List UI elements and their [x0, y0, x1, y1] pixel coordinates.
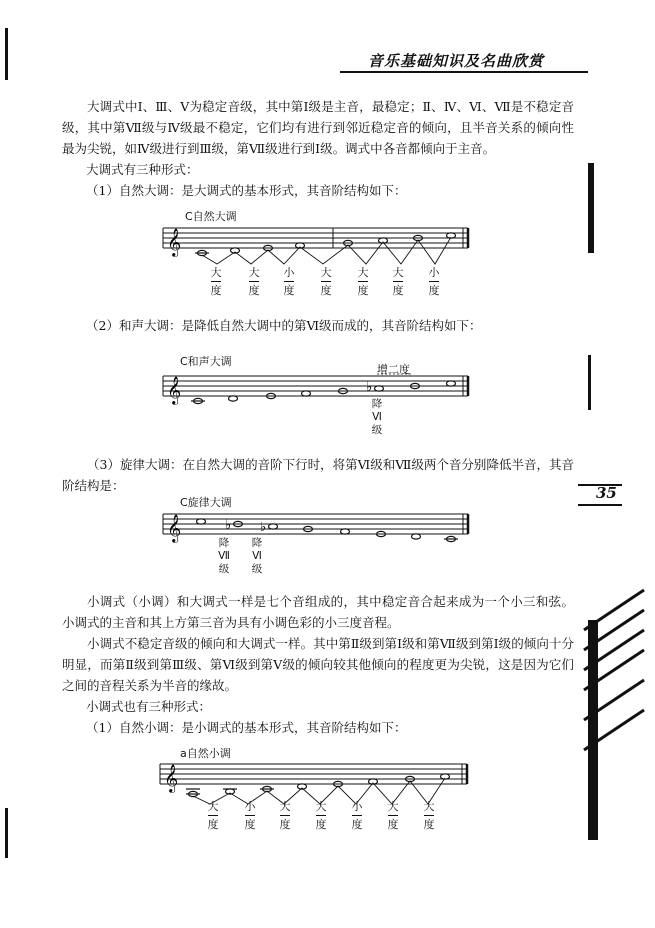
paragraph-major-stability: 大调式中Ⅰ、Ⅲ、Ⅴ为稳定音级，其中第Ⅰ级是主音，最稳定；Ⅱ、Ⅳ、Ⅵ、Ⅶ是不稳定音级，其中第Ⅶ级与Ⅳ级最不稳定，它们均有进行到邻近稳定音的倾向，且半音关系的倾向性最为尖锐，如Ⅳ级进行到Ⅲ级，第Ⅶ级进行到Ⅰ级。调式中各音都倾向于主音。 — [62, 99, 574, 156]
paragraph-minor-tendencies: 小调式不稳定音级的倾向和大调式一样。其中第Ⅱ级到第Ⅰ级和第Ⅶ级到第Ⅰ级的倾向十分明显，而第Ⅱ级到第Ⅲ级、第Ⅵ级到第Ⅴ级的倾向较其他倾向的程度更为尖锐，这是因为它们之间的音程关系为半音的缘故。 — [62, 636, 574, 693]
paragraph-harmonic-major: （2）和声大调：是降低自然大调中的第Ⅵ级而成的，其音阶结构如下： — [86, 318, 482, 333]
header-rule — [340, 71, 588, 73]
interval-label: 大 度 — [357, 266, 369, 297]
interval-label: 大 度 — [210, 266, 222, 297]
svg-text:𝄞: 𝄞 — [167, 376, 182, 404]
example-title-natural-minor: a自然小调 — [180, 747, 231, 760]
example-title-harmonic-major: C和声大调 — [180, 355, 232, 368]
svg-text:𝄞: 𝄞 — [164, 764, 179, 792]
paragraph-minor-forms: 小调式也有三种形式： — [86, 699, 212, 714]
interval-label: 大 度 — [315, 800, 327, 831]
interval-label: 大 度 — [320, 266, 332, 297]
left-margin-bar-bottom — [5, 808, 8, 858]
lowered-vi-label: 降 Ⅵ 级 — [251, 537, 263, 575]
paragraph-minor-intro: 小调式（小调）和大调式一样是七个音组成的，其中稳定音合起来成为一个小三和弦。小调式的主音和其上方第三音为具有小调色彩的小三度音程。 — [62, 594, 574, 630]
svg-text:♭: ♭ — [366, 380, 373, 395]
left-margin-bar-top — [5, 28, 8, 80]
right-edge-bar-lower — [588, 355, 591, 410]
interval-label: 小 度 — [283, 266, 295, 297]
interval-label: 小 度 — [244, 800, 256, 831]
running-header-title: 音乐基础知识及名曲欣赏 — [368, 52, 545, 70]
paragraph-natural-major: （1）自然大调：是大调式的基本形式，其音阶结构如下： — [86, 183, 407, 198]
page-number-box — [578, 484, 622, 506]
interval-label: 大 度 — [392, 266, 404, 297]
svg-text:♭: ♭ — [260, 520, 267, 535]
staff-melodic-major — [163, 510, 473, 546]
paragraph-major-forms: 大调式有三种形式： — [86, 162, 199, 177]
svg-text:𝄞: 𝄞 — [167, 514, 182, 542]
interval-label: 大 度 — [248, 266, 260, 297]
page-number: 35 — [596, 484, 617, 502]
paragraph-melodic-major: （3）旋律大调：在自然大调的音阶下行时，将第Ⅵ级和Ⅶ级两个音分别降低半音，其音阶结构是： — [62, 457, 574, 493]
interval-label: 大 度 — [207, 800, 219, 831]
svg-text:𝄞: 𝄞 — [167, 228, 182, 256]
staff-harmonic-major — [163, 372, 473, 406]
paragraph-natural-minor: （1）自然小调：是小调式的基本形式，其音阶结构如下： — [86, 720, 407, 735]
svg-text:♭: ♭ — [225, 518, 232, 533]
annotation-augmented-second: 增二度 — [377, 363, 410, 376]
interval-label: 小 度 — [428, 266, 440, 297]
lowered-vi-label: 降 Ⅵ 级 — [371, 398, 383, 436]
interval-label: 小 度 — [351, 800, 363, 831]
right-edge-hatching — [584, 590, 654, 840]
right-edge-bar — [588, 163, 594, 253]
interval-label: 大 度 — [279, 800, 291, 831]
interval-label: 大 度 — [387, 800, 399, 831]
example-title-melodic-major: C旋律大调 — [180, 496, 232, 509]
interval-label: 大 度 — [423, 800, 435, 831]
lowered-vii-label: 降 Ⅶ 级 — [218, 537, 230, 575]
example-title-natural-major: C自然大调 — [185, 210, 237, 223]
